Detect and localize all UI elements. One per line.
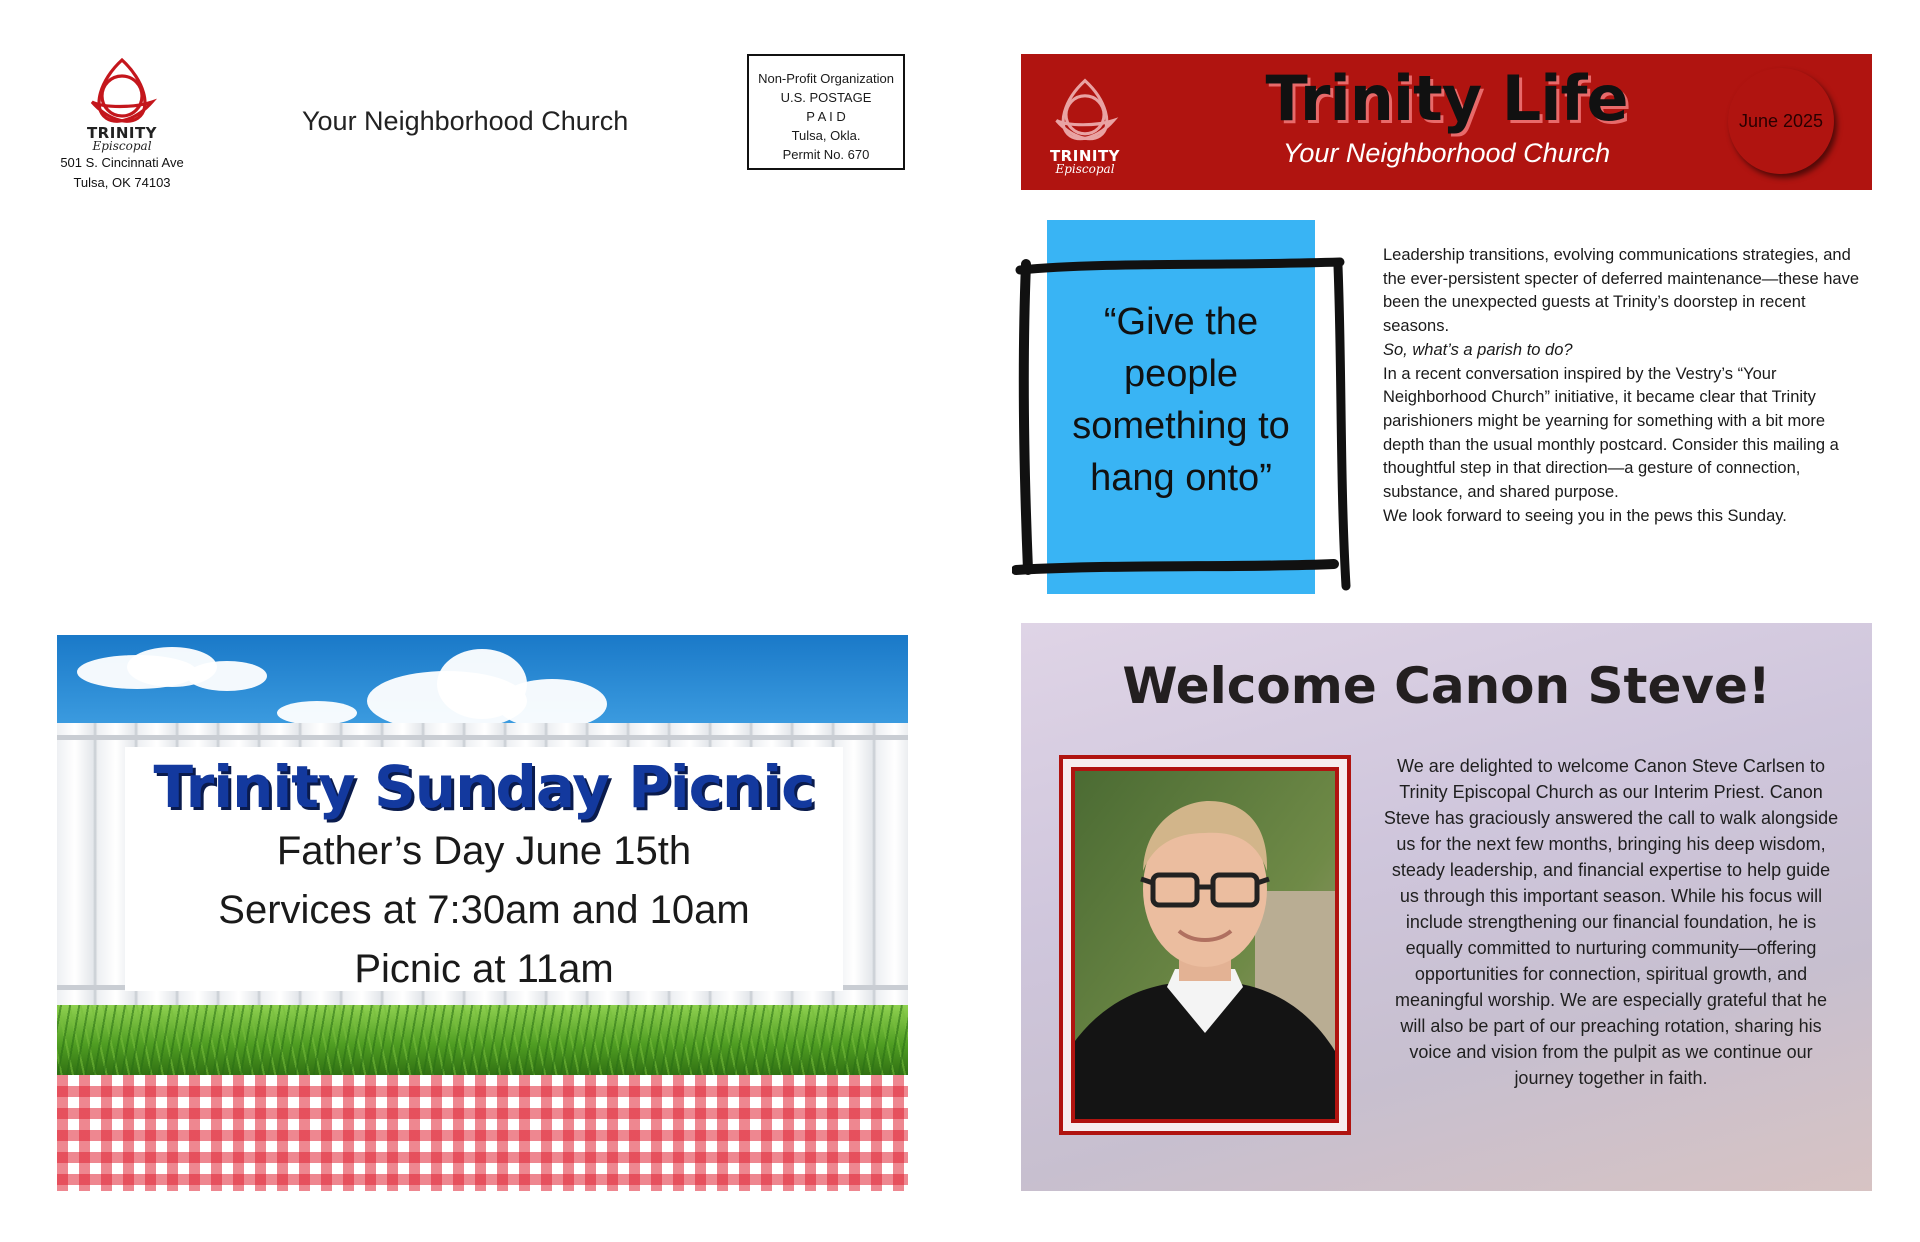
cloud-icon: [497, 679, 607, 729]
fence-rail: [57, 735, 908, 740]
newsletter-subtitle: Your Neighborhood Church: [1282, 138, 1611, 168]
intro-paragraph: We look forward to seeing you in the pews this Sunday.: [1383, 506, 1787, 525]
picnic-title: Trinity Sunday Picnic: [153, 753, 815, 821]
issue-date-badge: [1728, 68, 1834, 174]
return-address: [52, 56, 192, 193]
newsletter-masthead: [1021, 54, 1872, 190]
postage-line: Tulsa, Okla.: [791, 128, 861, 143]
sky-background: [57, 635, 908, 727]
picnic-date: Father’s Day June 15th: [276, 829, 692, 873]
welcome-body: We are delighted to welcome Canon Steve Carlsen to Trinity Episcopal Church as our Interim Priest. Canon Steve has graciously answered the call to walk alongside us for the next few months, bringing his deep wisdom, steady leadership, and financial expertise to help guide us through this important season. While his focus will include strengthening our financial foundation, he is equally committed to nurturing community—offering opportunities for connection, spiritual growth, and meaningful worship. We are especially grateful that he will also be part of our preaching rotation, sharing his voice and vision from the pulpit as we continue our journey together in faith.: [1383, 756, 1839, 1088]
picnic-time: Picnic at 11am: [354, 947, 614, 991]
quote-line: hang onto”: [1090, 457, 1272, 499]
postage-line: P A I D: [806, 109, 846, 124]
address-street: 501 S. Cincinnati Ave: [60, 155, 184, 170]
picnic-services: Services at 7:30am and 10am: [218, 888, 750, 932]
picnic-banner: [57, 635, 908, 1191]
pull-quote: [1047, 296, 1315, 504]
postage-line: U.S. POSTAGE: [780, 90, 872, 105]
canon-steve-portrait: [1071, 767, 1339, 1123]
welcome-section: [1021, 623, 1872, 1191]
portrait-frame: [1059, 755, 1351, 1135]
logo-subtitle: Episcopal: [1055, 162, 1115, 176]
address-city: Tulsa, OK 74103: [73, 175, 171, 190]
mailing-tagline: Your Neighborhood Church: [302, 106, 629, 136]
grass-background: [57, 1005, 908, 1077]
portrait-photo-icon: [1075, 771, 1335, 1119]
quote-line: something to: [1072, 405, 1290, 447]
logo-wordmark: TRINITY: [1049, 147, 1121, 165]
intro-paragraph: Leadership transitions, evolving communications strategies, and the ever-persistent specter of deferred maintenance—these have been the unexpected guests at Trinity’s doorstep in recent seasons.: [1383, 246, 1860, 336]
intro-article: [1383, 244, 1863, 528]
picnic-sign: [125, 747, 843, 991]
postage-indicia: [747, 54, 905, 170]
cloud-icon: [277, 701, 357, 725]
postage-line: Non-Profit Organization: [758, 71, 894, 86]
intro-paragraph: In a recent conversation inspired by the Vestry’s “Your Neighborhood Church” initiative, it became clear that Trinity parishioners might be yearning for something with a bit more depth than the usual monthly postcard. Consider this mailing a thoughtful step in that direction—a gesture of connection, substance, and shared purpose.: [1383, 364, 1839, 502]
quote-line: “Give the: [1103, 301, 1259, 343]
logo-subtitle: Episcopal: [92, 139, 152, 153]
welcome-title: Welcome Canon Steve!: [1122, 657, 1771, 715]
newsletter-title: Trinity Life: [1265, 62, 1628, 135]
checkered-tablecloth: [57, 1075, 908, 1191]
issue-date: June 2025: [1738, 110, 1824, 131]
logo-wordmark: TRINITY: [86, 124, 158, 142]
quote-line: people: [1123, 353, 1239, 395]
intro-question: So, what’s a parish to do?: [1383, 340, 1573, 359]
trinity-knot-logo-icon: [82, 56, 162, 128]
cloud-icon: [187, 661, 267, 691]
postage-line: Permit No. 670: [782, 147, 870, 162]
